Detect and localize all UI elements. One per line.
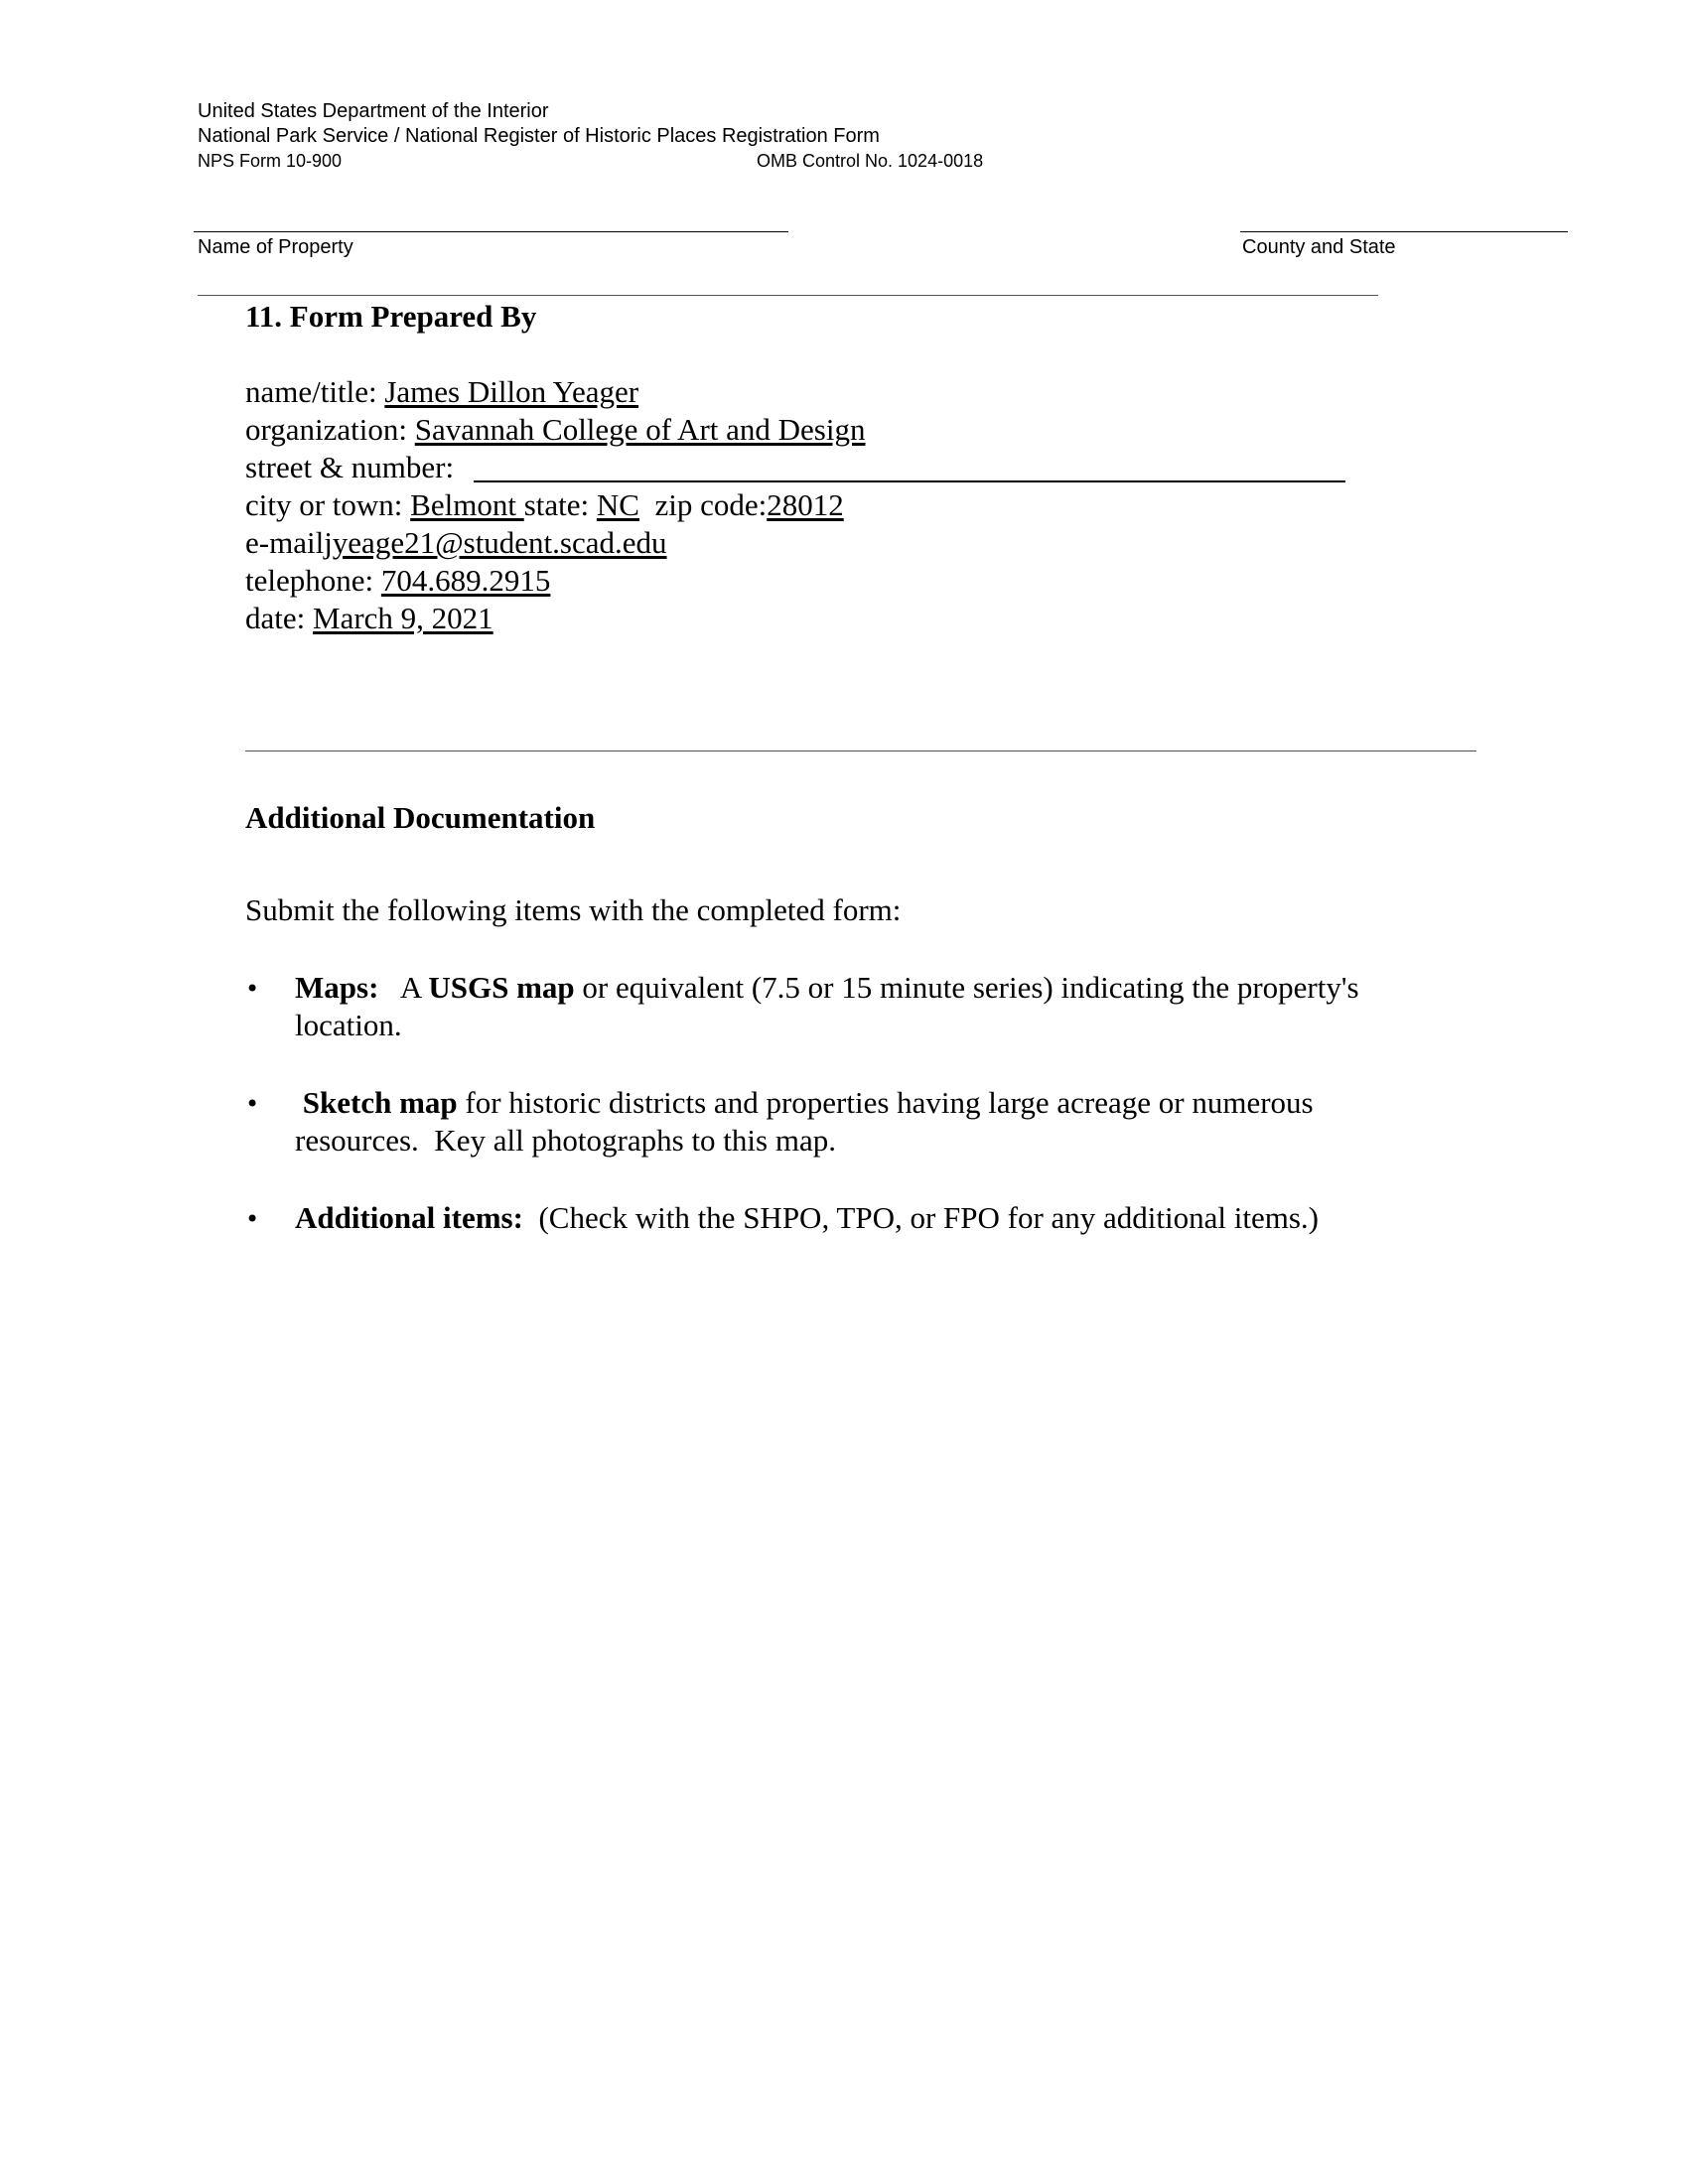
name-title-label: name/title: <box>245 374 385 409</box>
zip-label: zip code: <box>638 487 768 522</box>
date-row <box>245 600 493 637</box>
organization-row <box>245 411 865 449</box>
list-item-maps <box>295 969 1359 1007</box>
email-label: e-mail <box>245 525 325 560</box>
telephone-label: telephone: <box>245 563 381 598</box>
sketch-map-label: Sketch map <box>295 1085 458 1120</box>
list-item-additional-items <box>295 1199 1319 1237</box>
department-name: United States Department of the Interior <box>198 100 549 122</box>
name-of-property-line <box>194 231 788 232</box>
name-of-property-label: Name of Property <box>198 236 353 258</box>
bullet-icon: • <box>245 1205 260 1233</box>
city-value: Belmont <box>410 487 524 522</box>
organization-value: Savannah College of Art and Design <box>414 412 866 447</box>
street-number-blank-line <box>474 480 1345 482</box>
list-item-sketch-map <box>295 1084 1314 1122</box>
submit-intro: Submit the following items with the completed form: <box>245 892 902 927</box>
maps-description: or equivalent (7.5 or 15 minute series) indicating the property's <box>574 970 1359 1005</box>
bullet-icon: • <box>245 975 260 1003</box>
state-value: NC <box>596 487 639 522</box>
maps-text: A <box>378 970 429 1005</box>
email-row <box>245 524 667 562</box>
section-11-title: 11. Form Prepared By <box>245 299 537 334</box>
form-title: National Park Service / National Register of Historic Places Registration Form <box>198 125 880 147</box>
omb-control-number: OMB Control No. 1024-0018 <box>757 151 984 171</box>
maps-label: Maps: <box>295 970 379 1005</box>
email-value: jyeage21@student.scad.edu <box>324 525 667 560</box>
usgs-map-label: USGS map <box>428 970 575 1005</box>
additional-documentation-title: Additional Documentation <box>245 800 596 835</box>
additional-items-description: (Check with the SHPO, TPO, or FPO for any additional items.) <box>522 1200 1320 1235</box>
name-title-row <box>245 373 638 411</box>
street-label: street & number: <box>245 450 455 484</box>
telephone-row <box>245 562 550 600</box>
street-row <box>245 449 454 486</box>
maps-description-line2: location. <box>295 1008 402 1042</box>
city-state-zip-row <box>245 486 844 524</box>
additional-items-label: Additional items: <box>295 1200 523 1235</box>
city-label: city or town: <box>245 487 411 522</box>
telephone-value: 704.689.2915 <box>380 563 551 598</box>
form-number: NPS Form 10-900 <box>198 151 343 171</box>
name-title-value: James Dillon Yeager <box>384 374 639 409</box>
sketch-map-description: for historic districts and properties having large acreage or numerous <box>457 1085 1314 1120</box>
county-state-label: County and State <box>1242 236 1396 258</box>
date-value: March 9, 2021 <box>313 601 493 635</box>
sketch-map-description-line2: resources. Key all photographs to this map. <box>295 1123 836 1158</box>
county-state-line <box>1240 231 1568 232</box>
bullet-icon: • <box>245 1090 260 1118</box>
zip-value: 28012 <box>767 487 844 522</box>
header-divider <box>198 295 1378 296</box>
state-label: state: <box>523 487 597 522</box>
date-label: date: <box>245 601 313 635</box>
organization-label: organization: <box>245 412 415 447</box>
